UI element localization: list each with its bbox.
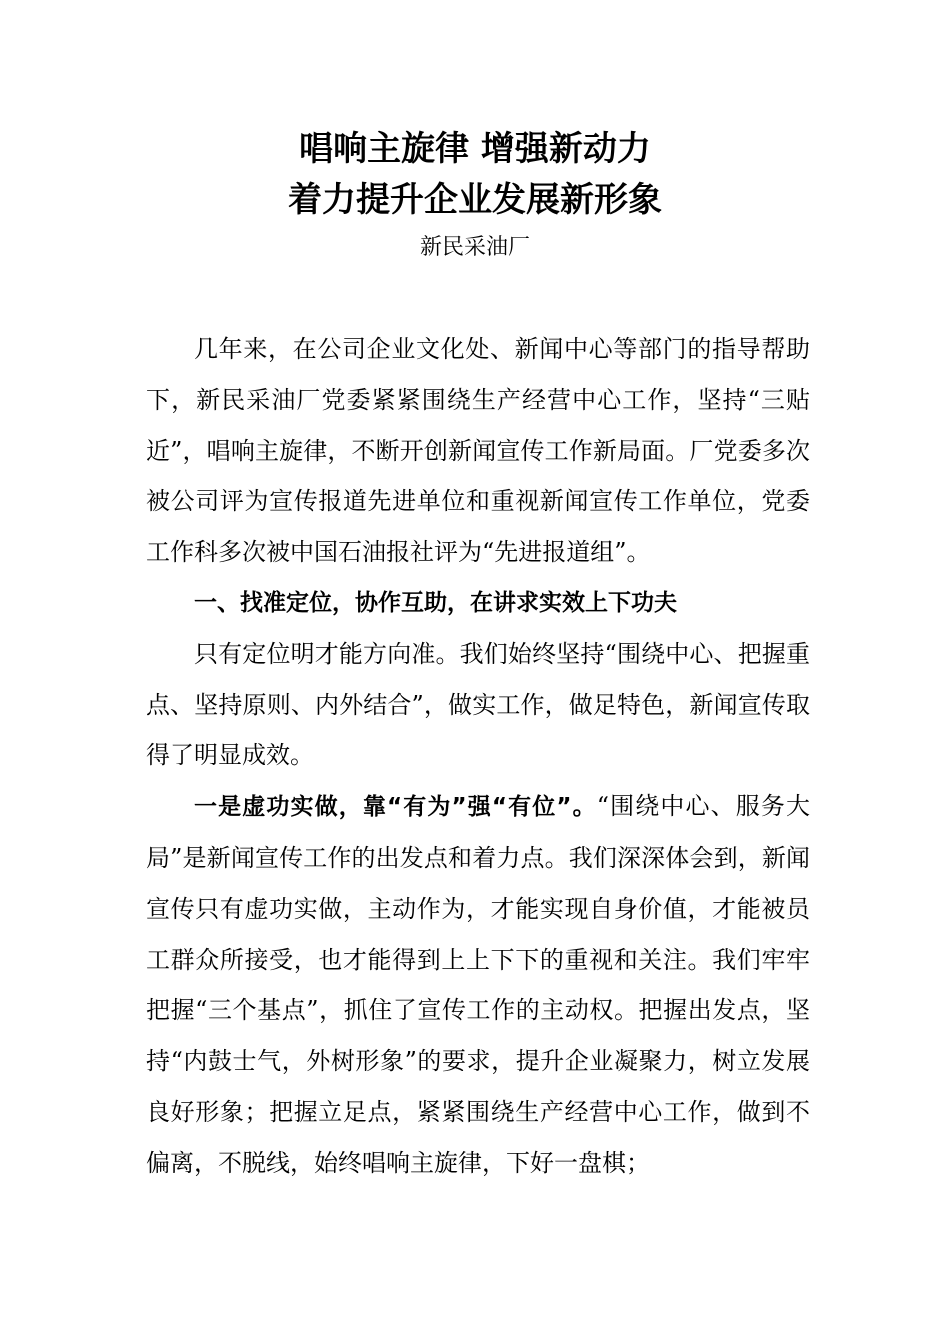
paragraph-2: 只有定位明才能方向准。我们始终坚持“围绕中心、把握重点、坚持原则、内外结合”，做实工作，做足特色，新闻宣传取得了明显成效。 [146, 639, 810, 770]
paragraph-3 [146, 781, 810, 1188]
paragraph-1: 几年来，在公司企业文化处、新闻中心等部门的指导帮助下，新民采油厂党委紧紧围绕生产经营中心工作，坚持“三贴近”，唱响主旋律，不断开创新闻宣传工作新局面。厂党委多次被公司评为宣传报道先进单位和重视新闻宣传工作单位，党委工作科多次被中国石油报社评为“先进报道组”。 [146, 335, 810, 567]
paragraph-3-lead: 一是虚功实做，靠“有为”强“有位”。 [194, 794, 597, 821]
paragraph-3-text: “围绕中心、服务大局”是新闻宣传工作的出发点和着力点。我们深深体会到，新闻宣传只有虚功实做，主动作为，才能实现自身价值，才能被员工群众所接受，也才能得到上上下下的重视和关注。我们牢牢把握“三个基点”，抓住了宣传工作的主动权。把握出发点，坚持“内鼓士气，外树形象”的要求，提升企业凝聚力，树立发展良好形象；把握立足点，紧紧围绕生产经营中心工作，做到不偏离，不脱线，始终唱响主旋律，下好一盘棋； [146, 792, 810, 1177]
section-1-heading: 一、找准定位，协作互助，在讲求实效上下功夫 [194, 589, 677, 616]
document-body [146, 324, 810, 1189]
document-author: 新民采油厂 [419, 235, 530, 260]
document-title-line-2: 着力提升企业发展新形象 [288, 180, 662, 220]
document-title-line-1: 唱响主旋律 增强新动力 [299, 129, 651, 169]
